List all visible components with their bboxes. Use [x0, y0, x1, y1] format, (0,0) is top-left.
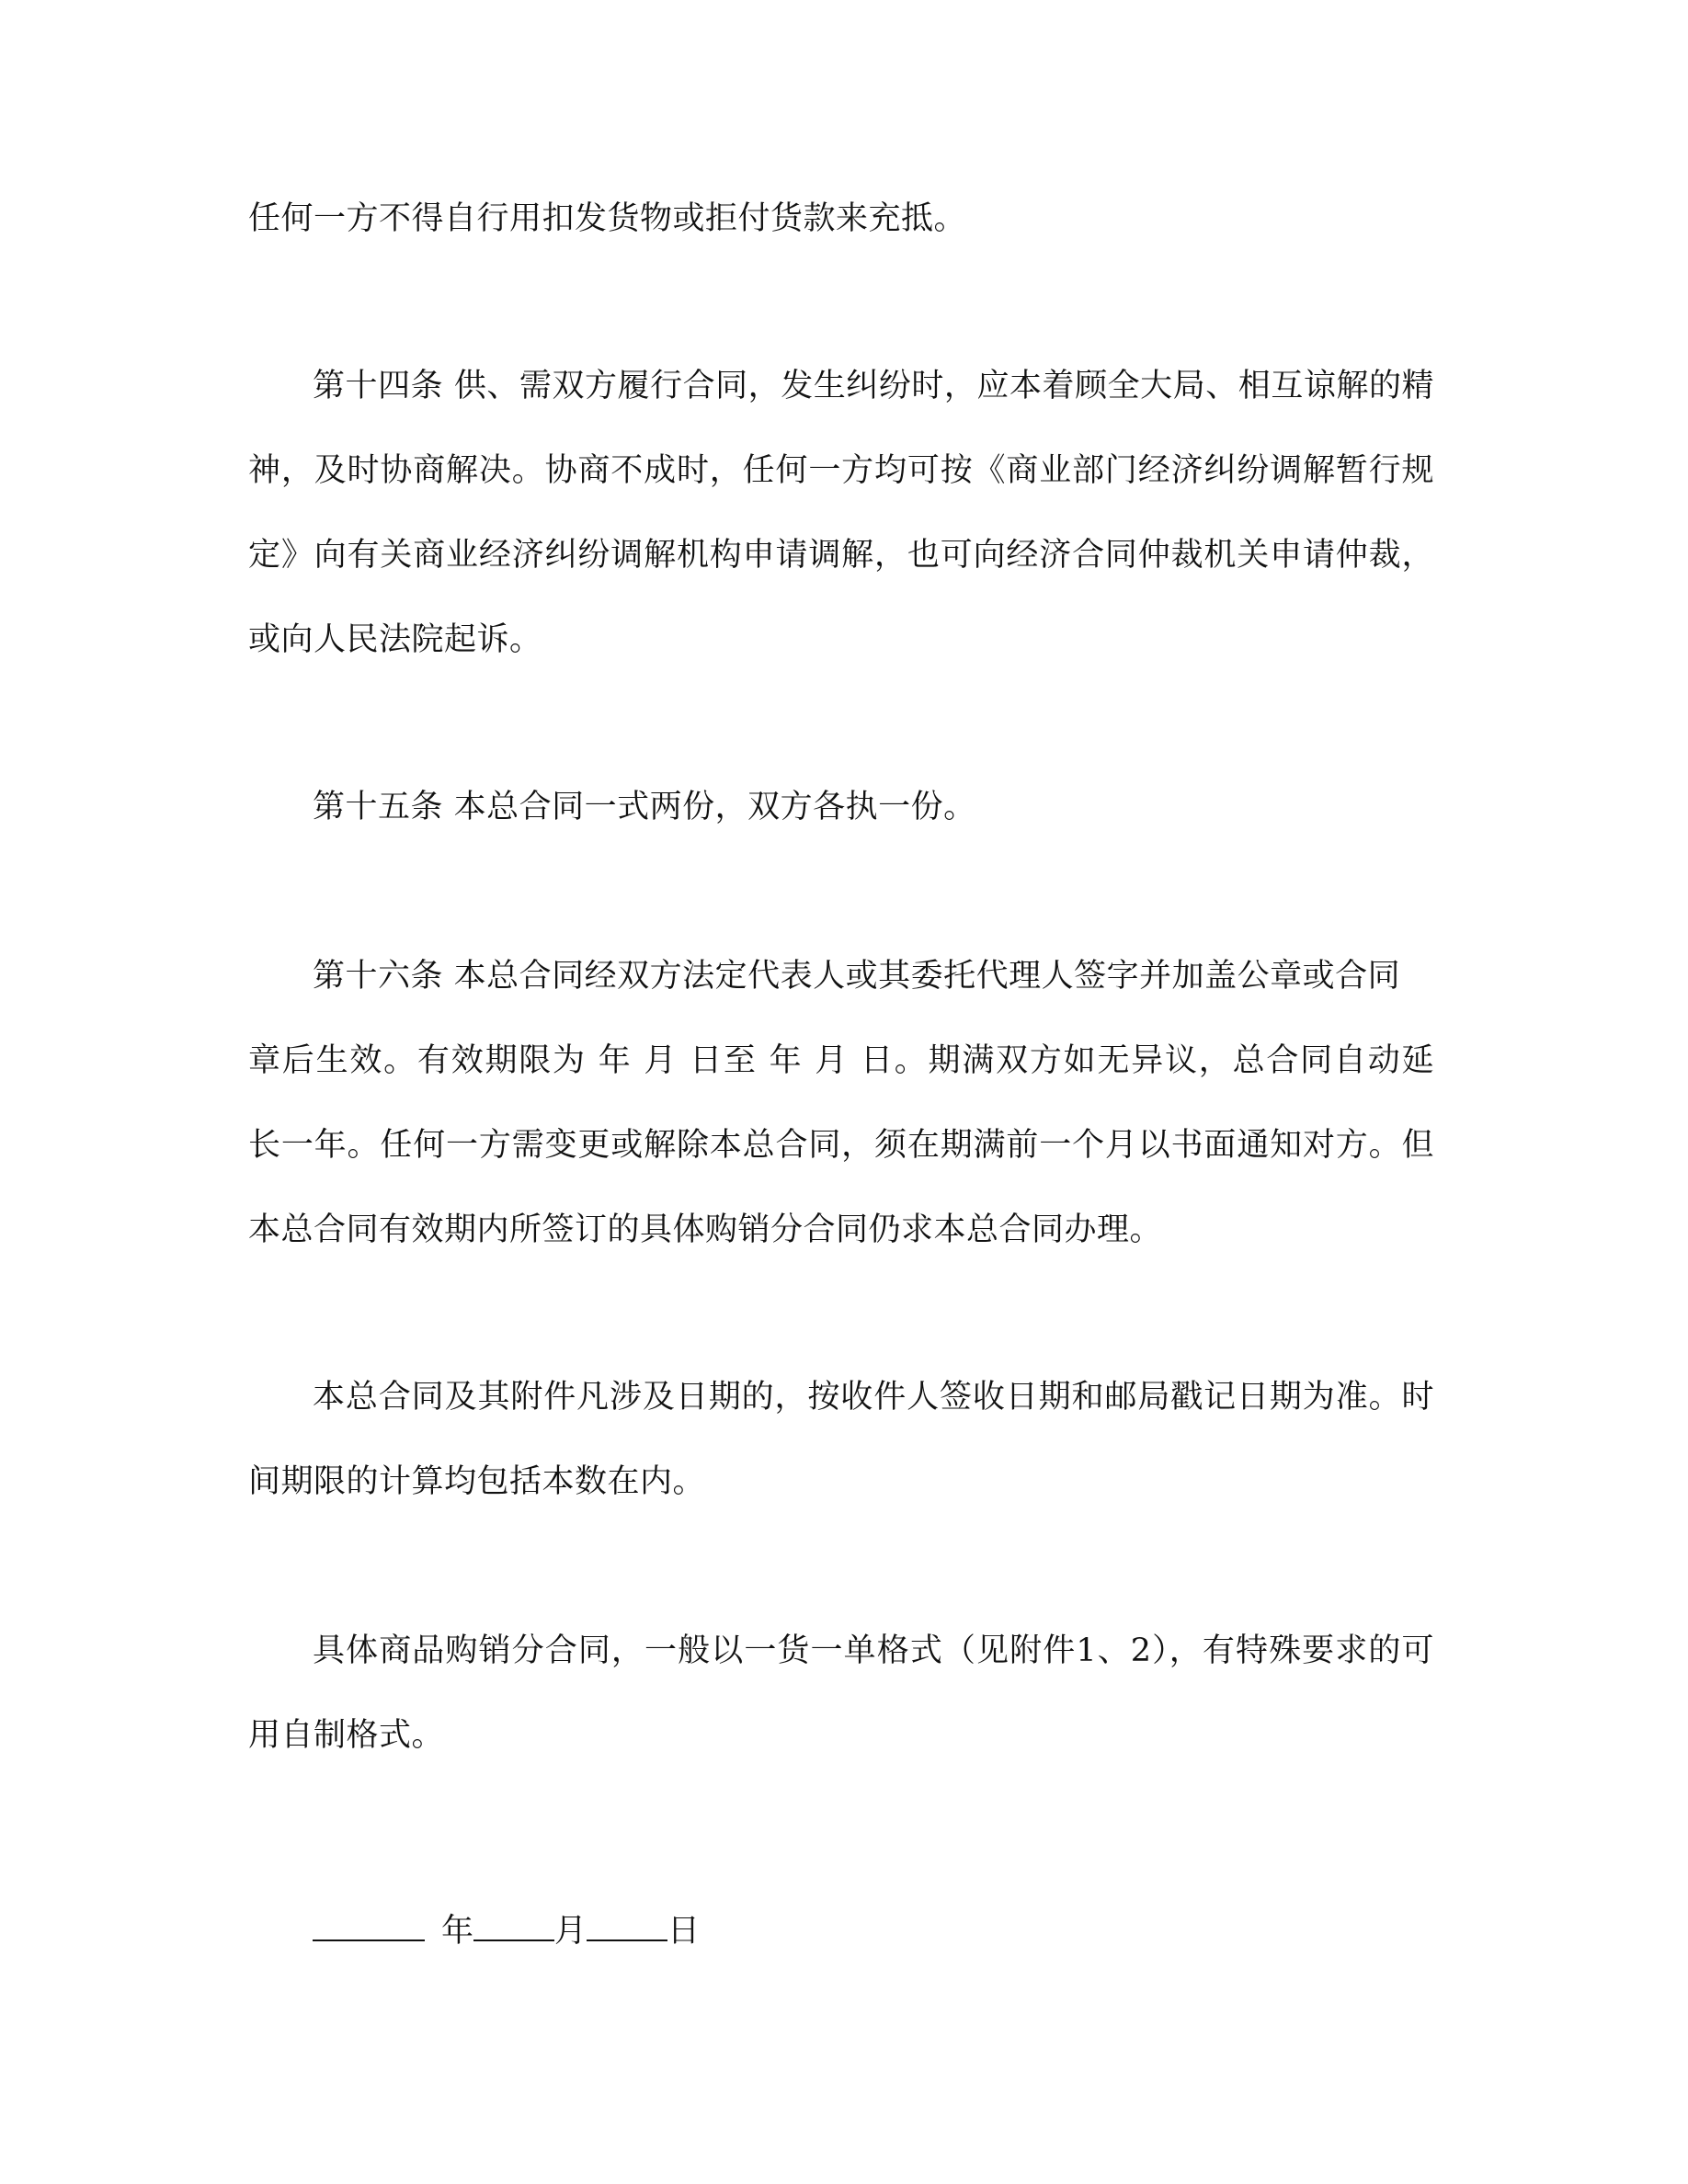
- text-line-1: 任何一方不得自行用扣发货物或拒付货款来充抵。: [248, 200, 967, 237]
- article-14-line-1: 第十四条 供、需双方履行合同，发生纠纷时，应本着顾全大局、相互谅解的精: [313, 368, 1434, 404]
- sub-contract-line-1: 具体商品购销分合同，一般以一货一单格式（见附件1、2），有特殊要求的可: [313, 1632, 1434, 1669]
- article-16-line-1: 第十六条 本总合同经双方法定代表人或其委托代理人签字并加盖公章或合同: [313, 958, 1401, 995]
- article-14-line-3: 定》向有关商业经济纠纷调解机构申请调解，也可向经济合同仲裁机关申请仲裁，: [248, 537, 1434, 574]
- sub-contract-line-2: 用自制格式。: [248, 1717, 445, 1754]
- article-15-line-1: 第十五条 本总合同一式两份，双方各执一份。: [313, 789, 976, 825]
- article-14-line-4: 或向人民法院起诉。: [248, 621, 542, 658]
- month-blank: [473, 1905, 554, 1941]
- dates-clause-line-1: 本总合同及其附件凡涉及日期的，按收件人签收日期和邮局戳记日期为准。时: [313, 1379, 1434, 1416]
- article-16-line-2: 章后生效。有效期限为 年 月 日至 年 月 日。期满双方如无异议，总合同自动延: [248, 1042, 1434, 1079]
- dates-clause-line-2: 间期限的计算均包括本数在内。: [248, 1463, 706, 1500]
- signature-date-line: [313, 1905, 700, 1951]
- year-blank: [313, 1905, 425, 1941]
- year-label: 年: [441, 1913, 474, 1950]
- article-16-line-3: 长一年。任何一方需变更或解除本总合同，须在期满前一个月以书面通知对方。但: [248, 1127, 1434, 1164]
- month-label: 月: [554, 1913, 587, 1950]
- day-label: 日: [667, 1913, 701, 1950]
- day-blank: [587, 1905, 667, 1941]
- article-14-line-2: 神，及时协商解决。协商不成时，任何一方均可按《商业部门经济纠纷调解暂行规: [248, 452, 1434, 489]
- article-16-line-4: 本总合同有效期内所签订的具体购销分合同仍求本总合同办理。: [248, 1211, 1163, 1248]
